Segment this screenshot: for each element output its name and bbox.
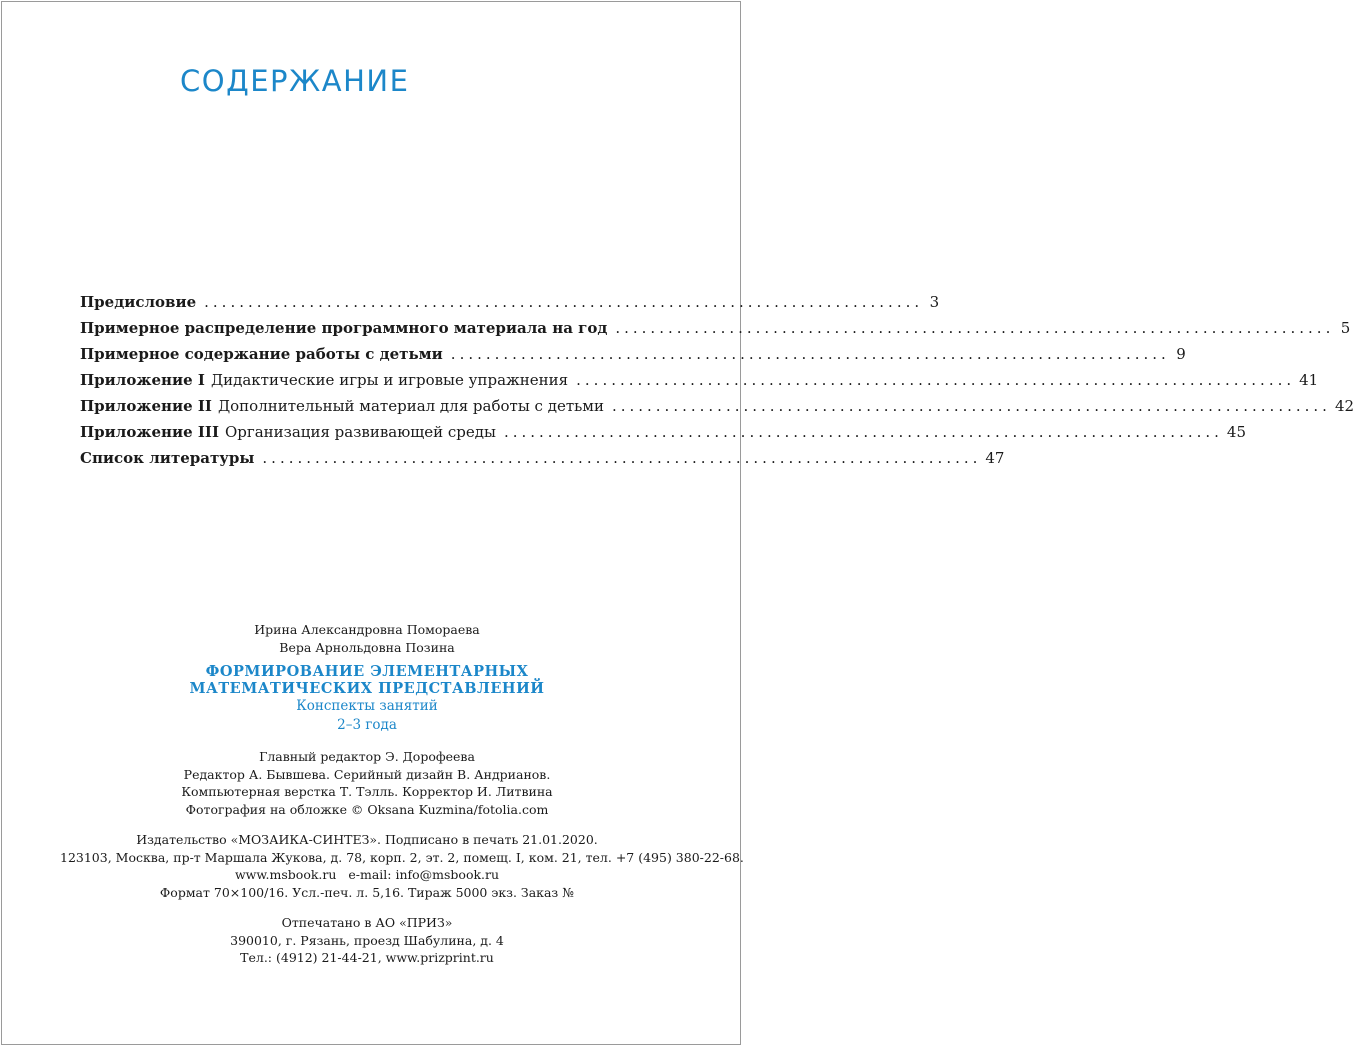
book-title-line: ФОРМИРОВАНИЕ ЭЛЕМЕНТАРНЫХ: [205, 663, 529, 680]
contents-heading: СОДЕРЖАНИЕ: [180, 64, 410, 98]
toc-entry-label: Список литературы: [80, 449, 255, 467]
publisher-address: 123103, Москва, пр-т Маршала Жукова, д. 78, корп. 2, эт. 2, помещ. I, ком. 21, тел. +7 (495) 380-22-68.: [60, 849, 744, 865]
book-subtitle: Конспекты занятий: [296, 698, 438, 714]
toc-page-number: 45: [1226, 423, 1247, 441]
toc-entry-label: Приложение II: [80, 397, 212, 415]
editor-credit: Редактор А. Бывшева. Серийный дизайн В. Андрианов.: [183, 766, 551, 782]
toc-entry[interactable]: [80, 319, 1351, 345]
layout-credit: Компьютерная верстка Т. Тэлль. Корректор И. Литвина: [181, 784, 553, 799]
author-name: Ирина Александровна Помораева: [254, 622, 480, 637]
toc-leader-dots: ..................................................................................: [204, 293, 924, 311]
toc-entry-label: Примерное распределение программного материала на год: [80, 319, 608, 337]
toc-page-number: 41: [1299, 371, 1319, 389]
author-name: Вера Арнольдовна Позина: [279, 639, 455, 655]
imprint-block: [60, 621, 744, 967]
toc-entry[interactable]: [80, 449, 1005, 475]
toc-leader-dots: ..................................................................................: [503, 423, 1223, 441]
publisher-line: Издательство «МОЗАИКА-СИНТЕЗ». Подписано в печать 21.01.2020.: [136, 832, 598, 847]
toc-leader-dots: ..................................................................................: [611, 397, 1331, 415]
toc-entry[interactable]: [80, 293, 940, 319]
toc-page-number: 9: [1176, 345, 1186, 363]
spacer: [100, 735, 634, 748]
toc-entry[interactable]: [80, 423, 1247, 449]
publisher-web: www.msbook.ru e-mail: info@msbook.ru: [234, 867, 500, 882]
toc-leader-dots: ..................................................................................: [450, 345, 1170, 363]
table-of-contents: [80, 293, 1354, 475]
toc-entry[interactable]: [80, 345, 1186, 371]
book-age-range: 2–3 года: [337, 717, 397, 733]
toc-entry-description: Дидактические игры и игровые упражнения: [210, 371, 569, 389]
cover-photo-credit: Фотография на обложке © Oksana Kuzmina/fotolia.com: [185, 801, 549, 817]
printer-contacts: Тел.: (4912) 21-44-21, www.prizprint.ru: [240, 950, 494, 965]
toc-page-number: 47: [985, 449, 1005, 467]
printer-address: 390010, г. Рязань, проезд Шабулина, д. 4: [230, 932, 504, 948]
chief-editor: Главный редактор Э. Дорофеева: [259, 749, 475, 764]
toc-entry[interactable]: [80, 397, 1354, 423]
toc-page-number: 5: [1340, 319, 1351, 337]
toc-entry-label: Предисловие: [80, 293, 197, 311]
book-title-line: МАТЕМАТИЧЕСКИХ ПРЕДСТАВЛЕНИЙ: [189, 680, 545, 697]
toc-entry-description: Организация развивающей среды: [224, 423, 496, 441]
toc-entry-label: Приложение III: [80, 423, 219, 441]
toc-entry-label: Приложение I: [80, 371, 205, 389]
spacer: [100, 901, 634, 914]
spacer: [100, 818, 634, 831]
toc-entry-description: Дополнительный материал для работы с детьми: [217, 397, 604, 415]
toc-leader-dots: ..................................................................................: [262, 449, 982, 467]
toc-entry-label: Примерное содержание работы с детьми: [80, 345, 443, 363]
print-format: Формат 70×100/16. Усл.-печ. л. 5,16. Тираж 5000 экз. Заказ №: [159, 884, 575, 900]
toc-leader-dots: ..................................................................................: [615, 319, 1335, 337]
toc-leader-dots: ..................................................................................: [576, 371, 1296, 389]
printer-name: Отпечатано в АО «ПРИЗ»: [281, 915, 453, 930]
toc-page-number: 42: [1334, 397, 1354, 415]
toc-entry[interactable]: [80, 371, 1319, 397]
toc-page-number: 3: [929, 293, 940, 311]
